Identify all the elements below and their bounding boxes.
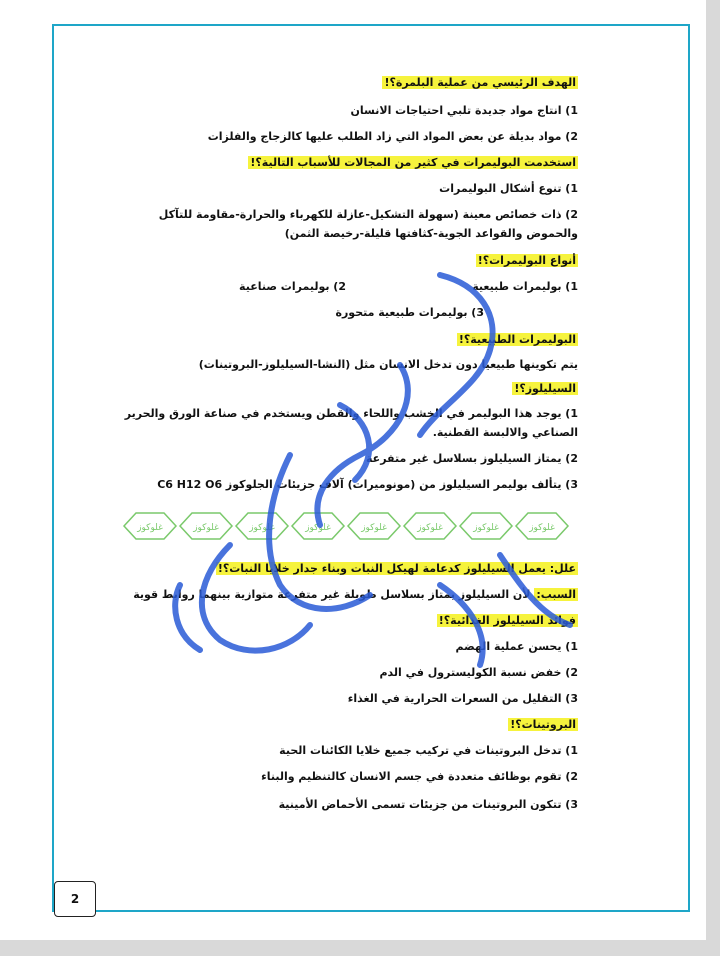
glucose-label: غلوكوز (417, 523, 443, 533)
list-item: 3) تتكون البروتينات من جزيئات تسمى الأحماض الأمينية (278, 798, 578, 811)
list-item: 3) يتألف بوليمر السيليلوز من (مونوميرات) آلاف جزيئات الجلوكوز C6 H12 O6 (157, 478, 578, 491)
list-item: 2) مواد بديلة عن بعض المواد التي زاد الطلب عليها كالزجاج والفلزات (207, 130, 578, 143)
reason-text: لأن السيليلوز يمتاز بسلاسل طويلة غير متفرعة متوازية بينهما روابط قوية (133, 588, 531, 601)
list-item: 2) بوليمرات صناعية (239, 280, 346, 293)
list-item: 2) تقوم بوظائف متعددة في جسم الانسان كالتنظيم والبناء (261, 770, 578, 783)
glucose-label: غلوكوز (193, 523, 219, 533)
list-item: 1) يوجد هذا البوليمر في الخشب واللحاء والقطن ويستخدم في صناعة الورق والحرير الصناعي والالبسة القطنية. (124, 407, 578, 439)
page-number: 2 (54, 881, 96, 917)
list-item: 3) التقليل من السعرات الحرارية في الغذاء (347, 692, 578, 705)
list-item: 2) خفض نسبة الكوليسترول في الدم (379, 666, 578, 679)
list-item: 1) انتاج مواد جديدة تلبي احتياجات الانسان (350, 104, 578, 117)
list-item: 1) تنوع أشكال البوليمرات (439, 182, 578, 195)
heading-natural-polymers: البوليمرات الطبيعية؟! (458, 333, 576, 346)
list-item: 3) بوليمرات طبيعية متحورة (335, 306, 484, 319)
glucose-chain-diagram (120, 510, 580, 542)
list-item: 2) يمتاز السيليلوز بسلاسل غير متفرعة (366, 452, 578, 465)
list-item: 2) ذات خصائص معينة (سهولة التشكيل-عازلة للكهرباء والحرارة-مقاومة للتآكل والحموض والقواعد الجوية-كثافتها قليلة-رخيصة الثمن) (158, 208, 578, 240)
heading-polymer-uses: استخدمت البوليمرات في كثير من المجالات للأسباب التالية؟! (250, 156, 576, 169)
glucose-label: غلوكوز (473, 523, 499, 533)
glucose-label: غلوكوز (137, 523, 163, 533)
heading-cellulose: السيليلوز؟! (514, 382, 576, 395)
reason-line (133, 588, 578, 601)
glucose-label: غلوكوز (361, 523, 387, 533)
glucose-label: غلوكوز (305, 523, 331, 533)
glucose-label: غلوكوز (249, 523, 275, 533)
heading-cellulose-benefits: فوائد السيليلوز الغذائية؟! (438, 614, 576, 627)
list-item: 1) تدخل البروتينات في تركيب جميع خلايا الكائنات الحية (279, 744, 578, 757)
glucose-label: غلوكوز (529, 523, 555, 533)
heading-polymer-types: أنواع البوليمرات؟! (477, 254, 576, 267)
list-item: يتم تكوينها طبيعيا دون تدخل الانسان مثل (النشا-السيليلوز-البروتينات) (198, 358, 578, 371)
heading-cellulose-reason: علل: يعمل السيليلوز كدعامة لهيكل النبات وبناء جدار خلايا النبات؟! (217, 562, 576, 575)
list-item: 1) بوليمرات طبيعية (472, 280, 578, 293)
reason-label: السبب: (536, 588, 576, 601)
heading-proteins: البروتينات؟! (510, 718, 576, 731)
heading-polymerization-goal: الهدف الرئيسي من عملية البلمرة؟! (384, 76, 576, 89)
list-item: 1) يحسن عملية الهضم (455, 640, 578, 653)
